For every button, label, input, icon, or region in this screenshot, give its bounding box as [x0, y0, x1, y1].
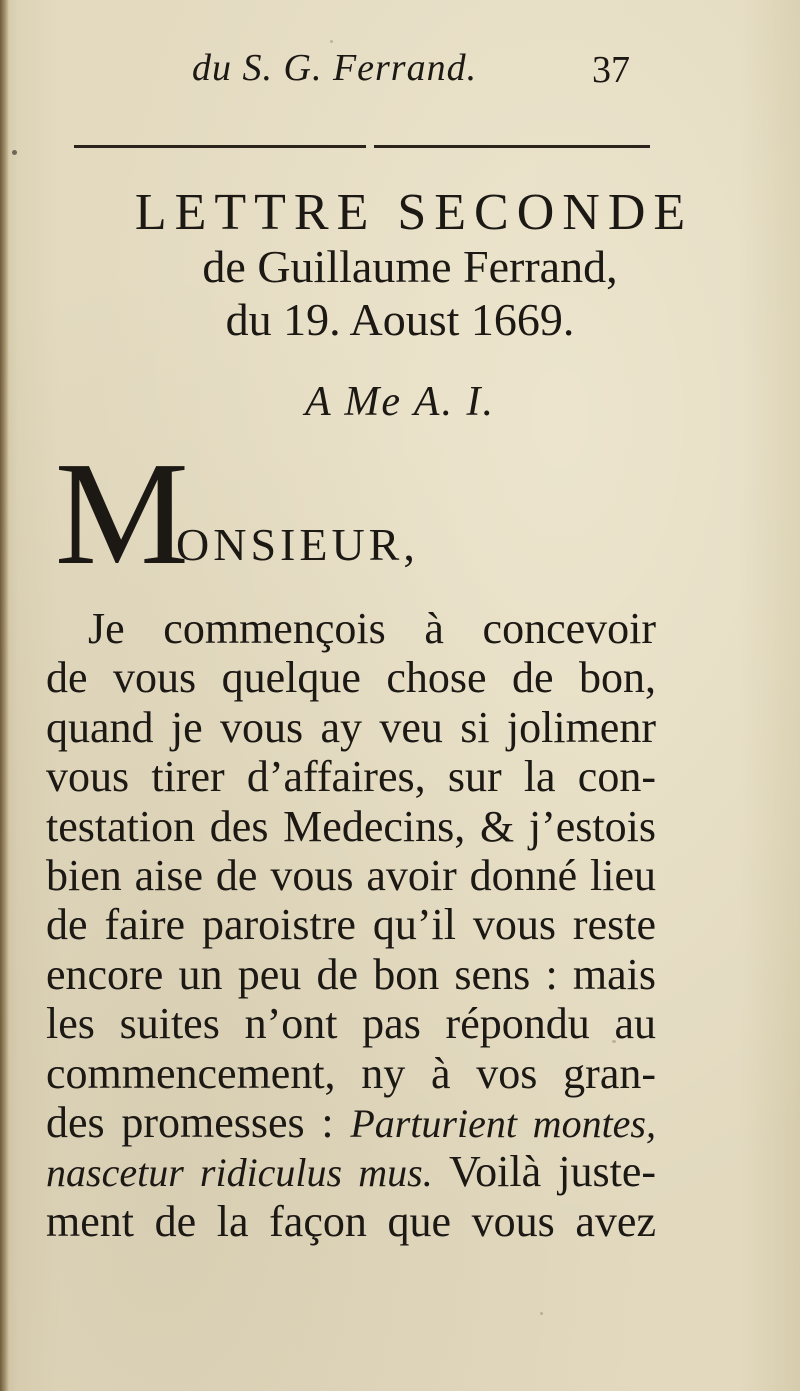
opening-word: ONSIEUR,	[176, 519, 419, 570]
header-rule	[74, 145, 650, 151]
body-text	[46, 604, 656, 1246]
text-roman: des promesses :	[46, 1097, 351, 1147]
text-line: vous tirer d’affaires, sur la con-	[46, 752, 656, 802]
paper-speck	[12, 150, 17, 155]
text-line: les suites n’ont pas répondu au	[46, 999, 656, 1049]
text-roman: Voilà juste-	[432, 1147, 657, 1197]
running-title: du S. G. Ferrand.	[192, 47, 478, 89]
text-line: quand je vous ay veu si jolimenr	[46, 702, 656, 752]
text-line: testation des Medecins, & j’estois	[46, 801, 656, 851]
text-line: Je commençois à concevoir	[88, 604, 656, 653]
letter-heading: LETTRE SECONDE	[134, 184, 694, 241]
header-rule-right	[374, 145, 650, 148]
letter-author: de Guillaume Ferrand,	[202, 241, 618, 292]
letter-date: du 19. Aoust 1669.	[225, 294, 575, 345]
text-line: de faire paroistre qu’il vous reste	[46, 900, 656, 950]
drop-cap: M	[54, 432, 189, 596]
latin-quote: nascetur ridiculus mus.	[46, 1150, 433, 1196]
text-line-latin	[46, 1098, 656, 1147]
addressee: A Me A. I.	[305, 379, 495, 425]
paper-speck	[540, 1312, 543, 1315]
text-line: bien aise de vous avoir donné lieu	[46, 850, 656, 900]
text-line: encore un peu de bon sens : mais	[46, 949, 656, 999]
text-line: de vous quelque chose de bon,	[46, 653, 656, 703]
paper-speck	[330, 40, 333, 43]
text-line: ment de la façon que vous avez	[46, 1196, 656, 1246]
text-line-latin	[46, 1147, 656, 1196]
header-rule-left	[74, 145, 366, 148]
page-number: 37	[592, 49, 630, 91]
paper-speck	[612, 1040, 616, 1043]
running-head	[0, 46, 800, 96]
binding-edge	[0, 0, 9, 1391]
opening-salutation	[54, 432, 656, 596]
latin-quote: Parturient montes,	[350, 1100, 656, 1146]
text-line: commencement, ny à vos gran-	[46, 1048, 656, 1098]
